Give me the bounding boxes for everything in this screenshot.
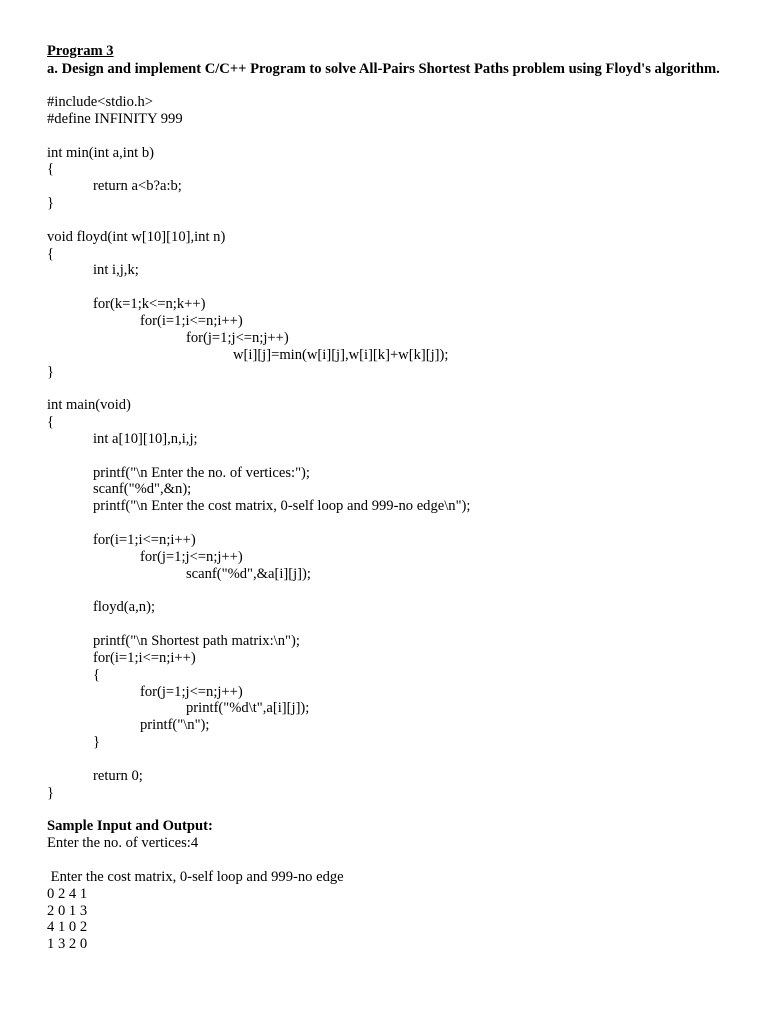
blank-line (47, 380, 747, 397)
code-line: for(i=1;i<=n;i++) (93, 649, 196, 666)
code-line: #include<stdio.h> (47, 94, 154, 110)
blank-line (47, 751, 747, 768)
code-line: } (47, 784, 55, 801)
code-line: return a<b?a:b; (93, 178, 182, 195)
code-line: 4 1 0 2 (47, 919, 88, 936)
code-line: printf("\n"); (140, 717, 210, 734)
code-line: 1 3 2 0 (47, 936, 88, 953)
blank-line (47, 212, 747, 229)
code-line: { (47, 245, 55, 262)
code-line: scanf("%d",&a[i][j]); (186, 565, 311, 582)
code-line: int min(int a,int b) (47, 144, 155, 161)
code-line: for(i=1;i<=n;i++) (140, 312, 243, 329)
code-line: Enter the no. of vertices:4 (47, 835, 199, 852)
blank-line (47, 582, 747, 599)
code-line: printf("\n Enter the cost matrix, 0-self loop and 999-no edge\n"); (93, 498, 471, 515)
code-line: return 0; (93, 767, 143, 784)
code-line: { (47, 161, 55, 178)
code-line: printf("\n Shortest path matrix:\n"); (93, 633, 300, 649)
code-line: { (47, 414, 55, 431)
code-listing (47, 94, 747, 953)
blank-line (47, 852, 747, 869)
code-line: printf("\n Enter the no. of vertices:"); (93, 464, 310, 481)
sample-heading: Sample Input and Output: (47, 818, 213, 835)
code-line: int main(void) (47, 397, 131, 414)
code-line: 0 2 4 1 (47, 885, 88, 902)
code-line: } (47, 363, 55, 380)
blank-line (47, 279, 747, 296)
code-line: for(j=1;j<=n;j++) (186, 329, 289, 346)
blank-line (47, 801, 747, 818)
code-line: printf("%d\t",a[i][j]); (186, 700, 310, 717)
code-line: for(j=1;j<=n;j++) (140, 683, 243, 700)
code-line: { (93, 666, 101, 683)
code-line: w[i][j]=min(w[i][j],w[i][k]+w[k][j]); (233, 346, 449, 363)
code-line: int a[10][10],n,i,j; (93, 430, 198, 447)
code-line: for(j=1;j<=n;j++) (140, 548, 243, 565)
blank-line (47, 448, 747, 465)
code-line: void floyd(int w[10][10],int n) (47, 228, 226, 245)
blank-line (47, 128, 747, 145)
code-line: floyd(a,n); (93, 599, 156, 616)
document-page (47, 43, 747, 953)
code-line: Enter the cost matrix, 0-self loop and 999-no edge (47, 868, 344, 885)
code-line: for(k=1;k<=n;k++) (93, 296, 206, 313)
code-line: 2 0 1 3 (47, 902, 88, 919)
code-line: for(i=1;i<=n;i++) (93, 531, 196, 548)
code-line: #define INFINITY 999 (47, 110, 183, 127)
code-line: scanf("%d",&n); (93, 481, 192, 498)
program-description: a. Design and implement C/C++ Program to solve All-Pairs Shortest Paths problem using Floyd's algorithm. (47, 61, 720, 77)
code-line: int i,j,k; (93, 262, 139, 279)
blank-line (47, 515, 747, 532)
program-title: Program 3 (47, 43, 114, 59)
code-line: } (93, 734, 101, 751)
code-line: } (47, 195, 55, 212)
blank-line (47, 616, 747, 633)
